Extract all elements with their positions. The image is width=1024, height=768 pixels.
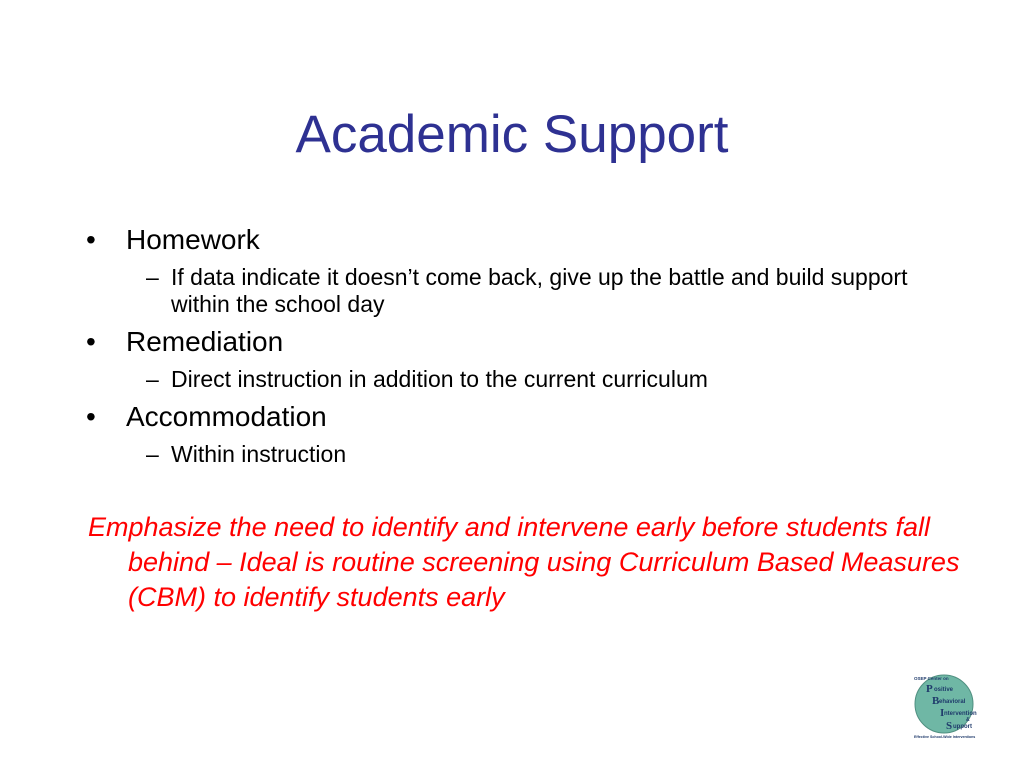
- logo-letter-p: P: [926, 683, 933, 695]
- logo-header: OSEP Center on: [914, 676, 949, 681]
- bullet-icon: •: [86, 326, 96, 357]
- bullet-item-remediation: [86, 324, 946, 360]
- sub-bullet-text: If data indicate it doesn’t come back, give up the battle and build support within the school day: [171, 264, 908, 317]
- logo-word-behavioral: ehavioral: [939, 699, 966, 705]
- bullet-item-accommodation: [86, 399, 946, 435]
- emphasis-note: Emphasize the need to identify and intervene early before students fall behind – Ideal is routine screening using Curriculum Based Measures (CBM) to identify students early: [88, 512, 960, 612]
- logo-footer: Effective School-Wide Interventions: [914, 735, 976, 739]
- bullet-item-homework: [86, 222, 946, 258]
- bullet-list: [86, 222, 946, 474]
- bullet-icon: •: [86, 224, 96, 255]
- sub-bullet-item: [146, 264, 946, 318]
- logo-ampersand: &: [966, 717, 970, 723]
- sub-bullet-item: [146, 366, 946, 393]
- logo-letter-s: S: [946, 720, 953, 732]
- dash-icon: –: [146, 441, 159, 467]
- dash-icon: –: [146, 366, 159, 392]
- logo-word-positive: ositive: [934, 687, 954, 693]
- logo-word-support: upport: [953, 724, 972, 730]
- dash-icon: –: [146, 264, 159, 290]
- bullet-label: Remediation: [126, 326, 284, 357]
- logo-word-intervention: ntervention: [944, 711, 977, 717]
- logo-letter-i: I: [940, 707, 945, 719]
- bullet-label: Accommodation: [126, 401, 327, 432]
- bullet-label: Homework: [126, 224, 260, 255]
- sub-bullet-text: Within instruction: [171, 441, 347, 467]
- slide-title: Academic Support: [295, 105, 729, 164]
- sub-bullet-item: [146, 441, 946, 468]
- logo-letter-b: B: [932, 695, 940, 707]
- bullet-icon: •: [86, 401, 96, 432]
- sub-bullet-text: Direct instruction in addition to the current curriculum: [171, 366, 708, 392]
- pbis-logo: [906, 672, 996, 740]
